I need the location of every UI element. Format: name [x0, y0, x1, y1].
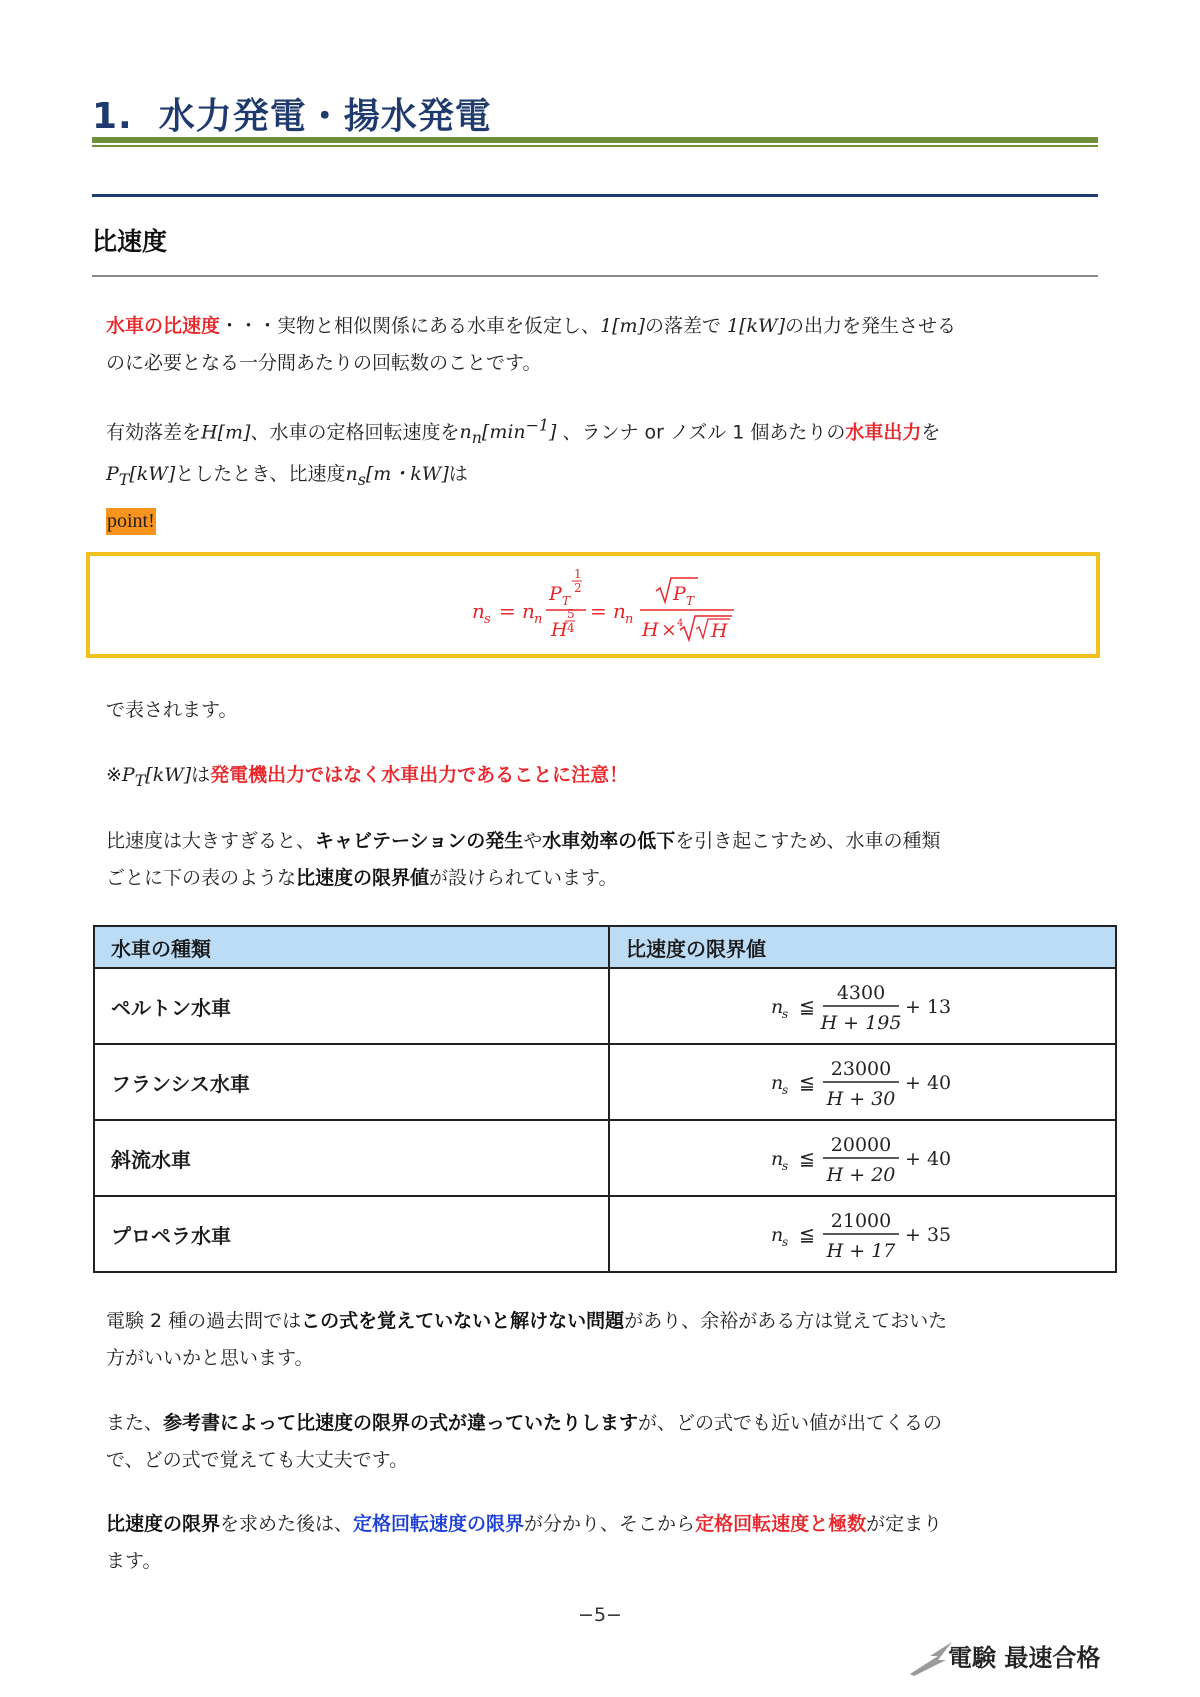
formula-constant: + 40 — [904, 1148, 951, 1170]
svg-text:T: T — [562, 594, 571, 608]
rated-speed-limit-term: 定格回転速度の限界 — [353, 1513, 525, 1535]
result-paragraph: 比速度の限界を求めた後は、定格回転速度の限界が分かり、そこから定格回転速度と極数が定まり ます。 — [106, 1513, 943, 1572]
page-number: −5− — [578, 1604, 622, 1626]
formula-denominator: H + 195 — [820, 1012, 901, 1034]
note-warning: 発電機出力ではなく水車出力であることに注意！ — [210, 764, 629, 786]
reference-paragraph: また、参考書によって比速度の限界の式が違っていたりしますが、どの式でも近い値が出てくるの で、どの式で覚えても大丈夫です。 — [106, 1412, 943, 1471]
svg-text:T: T — [686, 594, 695, 608]
formula-relation: ≦ — [798, 1224, 815, 1246]
table-header-row — [94, 926, 1116, 968]
svg-text:n: n — [625, 612, 634, 627]
limits-paragraph: 比速度は大きすぎると、キャビテーションの発生や水車効率の低下を引き起こすため、水車の種類 ごとに下の表のような比速度の限界値が設けられています。 — [106, 830, 941, 889]
svg-text:P: P — [673, 583, 686, 605]
note-mid: は — [191, 764, 211, 786]
chapter-rule-thin — [92, 145, 1098, 147]
point-label: point! — [106, 508, 156, 535]
formula-lhs-sub: s — [781, 1007, 788, 1021]
note-output-symbol: $P_T[kW]$ — [121, 764, 192, 790]
limit-formula — [763, 1125, 963, 1191]
limit-formula — [763, 1049, 963, 1115]
output-symbol: $P_T[kW]$ — [106, 463, 176, 489]
section-bottom-rule — [92, 275, 1098, 277]
formula-constant: + 35 — [904, 1224, 951, 1246]
rated-speed-symbol: $n_n[\min^{-1}]$ — [459, 416, 557, 448]
specific-speed-limits-table — [93, 925, 1117, 1273]
conditions-text-3-end: を — [921, 421, 941, 444]
formula-denominator: H + 20 — [826, 1164, 895, 1186]
limit-formula-cell — [609, 1196, 1116, 1272]
svg-text:s: s — [484, 612, 491, 627]
formula-relation: ≦ — [798, 1148, 815, 1170]
table-row — [94, 1044, 1116, 1120]
table-row — [94, 1120, 1116, 1196]
definition-paragraph — [106, 308, 1092, 382]
table-row — [94, 1196, 1116, 1272]
efficiency-term: 水車効率の低下 — [542, 830, 676, 852]
definition-line2: のに必要となる一分間あたりの回転数のことです。 — [106, 352, 542, 374]
turbine-type-cell: ペルトン水車 — [94, 968, 609, 1044]
conditions-text-4: としたとき、比速度 — [175, 463, 346, 486]
svg-text:=: = — [499, 599, 516, 623]
chapter-title-text: 水力発電・揚水発電 — [158, 96, 492, 137]
limit-formula-cell — [609, 1120, 1116, 1196]
svg-text:H: H — [642, 619, 659, 641]
formula-numerator: 4300 — [836, 982, 885, 1004]
svg-text:4: 4 — [677, 618, 684, 629]
formula-numerator: 21000 — [830, 1210, 891, 1232]
brand-logo — [908, 1636, 1118, 1684]
definition-text-c: の出力を発生させる — [785, 315, 957, 337]
formula-numerator: 23000 — [830, 1058, 891, 1080]
svg-text:5: 5 — [567, 607, 575, 621]
svg-text:4: 4 — [567, 621, 575, 635]
limit-formula-cell — [609, 1044, 1116, 1120]
formula-lhs-sub: s — [781, 1083, 788, 1097]
section-top-rule — [92, 194, 1098, 197]
exam-paragraph: 電験 2 種の過去問ではこの式を覚えていないと解けない問題があり、余裕がある方は覚えておいた 方がいいかと思います。 — [106, 1310, 948, 1369]
svg-text:n: n — [534, 612, 543, 627]
note-paragraph — [106, 757, 1092, 799]
table-row — [94, 968, 1116, 1044]
header-limit-value: 比速度の限界値 — [609, 926, 1116, 968]
svg-text:=: = — [590, 599, 607, 623]
specific-speed-symbol: $n_s[m$・kW] — [345, 463, 449, 489]
logo-text: 電験 最速合格 — [948, 1643, 1101, 1672]
formula-constant: + 40 — [904, 1072, 951, 1094]
turbine-type-cell: 斜流水車 — [94, 1120, 609, 1196]
limit-formula — [763, 1201, 963, 1267]
turbine-type-cell: フランシス水車 — [94, 1044, 609, 1120]
lightning-icon — [910, 1642, 952, 1676]
section-title: 比速度 — [92, 227, 168, 256]
power-unit: 1[kW] — [727, 315, 785, 337]
formula-relation: ≦ — [798, 996, 815, 1018]
formula-denominator: H + 17 — [826, 1240, 895, 1262]
chapter-number: 1. — [92, 96, 133, 137]
formula-relation: ≦ — [798, 1072, 815, 1094]
limit-formula-cell — [609, 968, 1116, 1044]
formula-denominator: H + 30 — [826, 1088, 895, 1110]
note-prefix: ※ — [106, 764, 122, 786]
after-formula-text: で表されます。 — [106, 699, 238, 721]
svg-text:n: n — [522, 599, 535, 623]
svg-text:n: n — [613, 599, 626, 623]
conditions-text-5: は — [448, 463, 468, 486]
result-limit-term: 比速度の限界 — [106, 1513, 221, 1535]
svg-text:n: n — [472, 599, 485, 623]
specific-speed-formula — [90, 556, 1096, 654]
conditions-text-3: 、ランナ or ノズル 1 個あたりの — [556, 421, 846, 444]
chapter-rule — [92, 137, 1098, 143]
formula-lhs: n — [770, 1072, 783, 1094]
limit-value-term: 比速度の限界値 — [296, 867, 430, 889]
reference-emphasis: 参考書によって比速度の限界の式が違っていたりします — [163, 1412, 639, 1434]
turbine-output-term: 水車出力 — [845, 421, 922, 444]
svg-text:1: 1 — [574, 567, 582, 581]
svg-text:×: × — [661, 619, 677, 641]
formula-constant: + 13 — [904, 996, 951, 1018]
formula-lhs-sub: s — [781, 1235, 788, 1249]
conditions-text-1: 有効落差を — [106, 421, 202, 444]
svg-text:P: P — [549, 583, 562, 605]
conditions-paragraph — [106, 407, 1092, 498]
formula-lhs: n — [770, 1224, 783, 1246]
formula-lhs: n — [770, 1148, 783, 1170]
formula-lhs: n — [770, 996, 783, 1018]
rated-speed-poles-term: 定格回転速度と極数 — [695, 1513, 867, 1535]
svg-text:H: H — [711, 620, 728, 642]
head-symbol: H[m] — [201, 421, 251, 444]
turbine-type-cell: プロペラ水車 — [94, 1196, 609, 1272]
svg-text:2: 2 — [574, 581, 582, 595]
definition-text-a: ・・・実物と相似関係にある水車を仮定し、 — [220, 315, 601, 337]
definition-term: 水車の比速度 — [106, 315, 221, 337]
conditions-text-2: 、水車の定格回転速度を — [250, 421, 460, 444]
formula-box — [86, 552, 1100, 658]
definition-text-b: の落差で — [644, 315, 721, 337]
svg-text:H: H — [551, 619, 568, 641]
cavitation-term: キャビテーションの発生 — [315, 830, 524, 852]
chapter-title — [92, 88, 492, 139]
head-unit: 1[m] — [600, 315, 645, 337]
formula-lhs-sub: s — [781, 1159, 788, 1173]
formula-numerator: 20000 — [830, 1134, 891, 1156]
limit-formula — [763, 973, 963, 1039]
header-turbine-type: 水車の種類 — [94, 926, 609, 968]
exam-emphasis: この式を覚えていないと解けない問題 — [301, 1310, 625, 1332]
